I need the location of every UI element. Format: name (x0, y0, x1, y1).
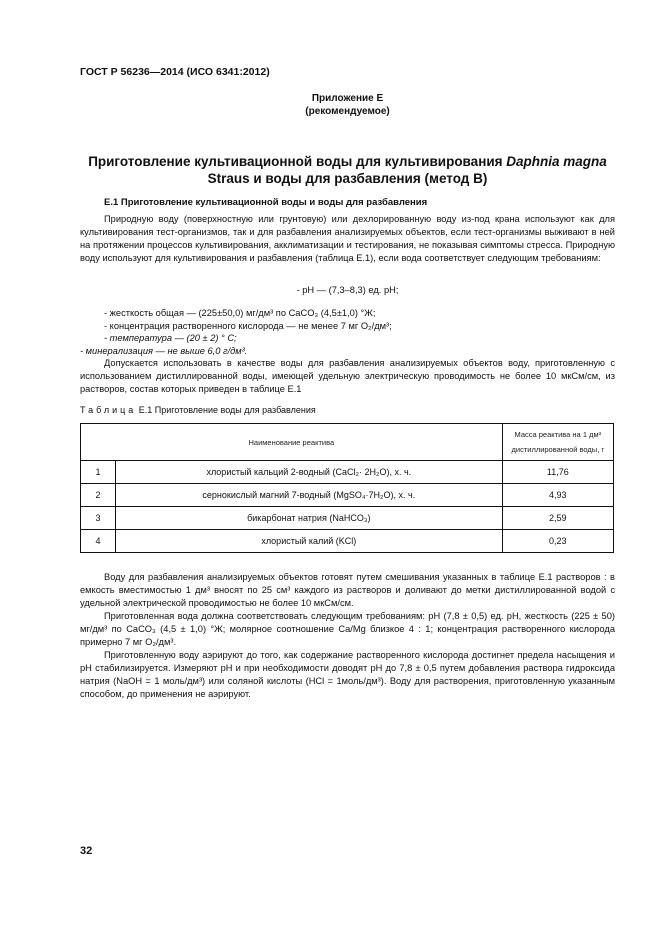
appendix-subtitle: (рекомендуемое) (305, 106, 390, 117)
requirement-oxygen: - концентрация растворенного кислорода — не менее 7 мг O₂/дм³; (104, 320, 392, 331)
header-reagent-name: Наименование реактива (81, 424, 503, 461)
title-line-1: Приготовление культивационной воды для культивирования (88, 154, 507, 169)
reagent-mass: 4,93 (502, 484, 613, 507)
reagent-name: бикарбонат натрия (NaHCO₃) (116, 507, 503, 530)
reagent-mass: 0,23 (502, 530, 613, 553)
paragraph-4: Приготовленная вода должна соответствовать следующим требованиям: pH (7,8 ± 0,5) ед. pH, жесткость (225 ± 50) мг/дм³ по CaCO₃ (4,5 ± 1,0) °Ж; молярное соотношение Ca/Mg близкое 4 : 1; концентрация растворенного кислорода примерно 7 мг O₂/дм³. (80, 611, 615, 647)
table-caption (80, 405, 316, 415)
paragraph-2: Допускается использовать в качестве воды для разбавления анализируемых объектов воду, приготовленную с использованием дистиллированной воды, имеющей удельную электрическую проводимость не более 10 мкСм/см, из растворов, состав которых приведен в таблице Е.1 (80, 358, 615, 394)
page-title (80, 153, 615, 187)
reagents-table (80, 423, 614, 553)
table-caption-prefix: Таблица (80, 405, 137, 415)
document-header: ГОСТ Р 56236—2014 (ИСО 6341:2012) (80, 66, 270, 78)
requirement-temperature: - температура — (20 ± 2) ° С; (104, 333, 237, 343)
requirement-hardness: - жесткость общая — (225±50,0) мг/дм³ по CaCO₃ (4,5±1,0) °Ж; (104, 308, 376, 318)
requirements-list (80, 307, 392, 357)
header-mass: Масса реактива на 1 дм³ дистиллированной воды, г (502, 424, 613, 461)
table-row (81, 507, 614, 530)
paragraph-5: Приготовленную воду аэрируют до того, как содержание растворенного кислорода достигнет предела насыщения и pH стабилизируется. Измеряют pH и при необходимости доводят pH до 7,8 ± 0,5 путем добавления раствора гидроксида натрия (NaOH = 1 моль/дм³) или соляной кислоты (HCl = 1моль/дм³). Воду для растворения, приготовленную указанным способом, до применения не аэрируют. (80, 650, 615, 699)
table-row (81, 461, 614, 484)
reagent-mass: 11,76 (502, 461, 613, 484)
table-row (81, 484, 614, 507)
ph-requirement: - pH — (7,3–8,3) ед. pH; (296, 285, 399, 295)
table-row (81, 530, 614, 553)
row-number: 1 (81, 461, 116, 484)
paragraph-3: Воду для разбавления анализируемых объектов готовят путем смешивания указанных в таблице Е.1 растворов : в емкость вместимостью 1 дм³ вносят по 25 см³ каждого из растворов и доливают до метки дистиллированной водой с удельной электрической проводимостью не более 10 мкСм/см. (80, 572, 615, 608)
row-number: 2 (81, 484, 116, 507)
section-heading: Е.1 Приготовление культивационной воды и воды для разбавления (104, 197, 428, 208)
title-species: Daphnia magna (506, 154, 607, 169)
page-number: 32 (80, 845, 93, 857)
appendix-title: Приложение Е (311, 93, 384, 104)
appendix-heading (80, 92, 615, 118)
reagent-name: сернокислый магний 7-водный (MgSO₄·7H₂O), х. ч. (116, 484, 503, 507)
row-number: 3 (81, 507, 116, 530)
row-number: 4 (81, 530, 116, 553)
title-line-2: Straus и воды для разбавления (метод В) (207, 171, 488, 186)
paragraph-1: Природную воду (поверхностную или грунтовую) или дехлорированную воду из-под крана используют как для культивирования тест-организмов, так и для разбавления анализируемых объектов, если тест-организмы выживают в ней на протяжении процессов культивирования, акклиматизации и тестирования, не показывая симптомы стресса. Природную воду используют для культивирования и разбавления (таблица Е.1), если вода соответствует следующим требованиям: (80, 214, 615, 263)
table-caption-text: Е.1 Приготовление воды для разбавления (136, 405, 316, 415)
reagent-name: хлористый кальций 2-водный (CaCl₂· 2H₂O), х. ч. (116, 461, 503, 484)
reagent-name: хлористый калий (KCl) (116, 530, 503, 553)
reagent-mass: 2,59 (502, 507, 613, 530)
requirement-mineralization: - минерализация — не выше 6,0 г/дм³. (80, 345, 248, 356)
